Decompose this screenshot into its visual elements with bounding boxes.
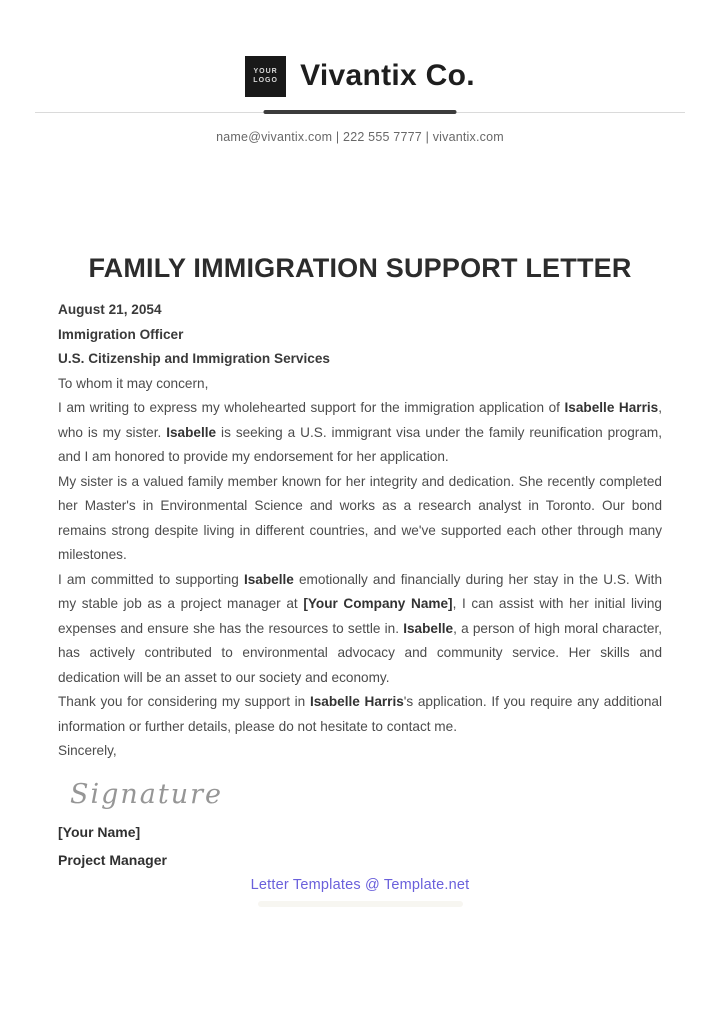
logo-text-line1: YOUR <box>253 68 278 75</box>
letter-text <box>58 298 662 764</box>
salutation: To whom it may concern, <box>58 375 209 391</box>
company-name: Vivantix Co. <box>300 59 475 92</box>
sender-name: [Your Name] <box>58 823 141 840</box>
letter-title: FAMILY IMMIGRATION SUPPORT LETTER <box>88 253 632 283</box>
watermark-artifact <box>258 901 463 907</box>
brand-row <box>0 55 720 97</box>
sender-job-title: Project Manager <box>58 851 167 868</box>
header-divider <box>0 110 720 115</box>
closing: Sincerely, <box>58 743 117 758</box>
recipient-organization: U.S. Citizenship and Immigration Services <box>58 351 330 366</box>
letter-paragraph-3: I am committed to supporting Isabelle emotionally and financially during her stay in the U.S. With my stable job as a project manager at [Your Company Name], I can assist with her initial living expenses and ensure she has the resources to settle in. Isabelle, a person of high moral character, has actively contributed to environmental advocacy and community service. Her skills and dedication will be an asset to our society and economy. <box>58 571 663 685</box>
letter-paragraph-1: I am writing to express my wholehearted support for the immigration application of Isabelle Harris, who is my sister. Isabelle is seeking a U.S. immigrant visa under the family reunification program, and I am honored to provide my endorsement for her application. <box>58 400 663 464</box>
letter-paragraph-2: My sister is a valued family member known for her integrity and dedication. She recently completed her Master's in Environmental Science and works as a research analyst in Toronto. Our bond remains strong despite living in different countries, and we've supported each other through many milestones. <box>58 473 662 562</box>
signature-script: Signature <box>70 779 224 810</box>
page-footer <box>0 876 720 907</box>
template-attribution-link[interactable]: Letter Templates @ Template.net <box>250 876 470 893</box>
contact-info: name@vivantix.com | 222 555 7777 | vivantix.com <box>216 130 504 144</box>
company-logo-icon <box>245 56 286 97</box>
letter-date: August 21, 2054 <box>58 302 162 317</box>
logo-text-line2: LOGO <box>253 77 278 84</box>
recipient-name: Immigration Officer <box>58 326 184 342</box>
letter-body <box>58 253 662 868</box>
letterhead <box>0 0 720 144</box>
divider-dark-segment <box>264 110 457 114</box>
letter-paragraph-4: Thank you for considering my support in Isabelle Harris's application. If you require any additional information or further details, please do not hesitate to contact me. <box>58 694 662 734</box>
